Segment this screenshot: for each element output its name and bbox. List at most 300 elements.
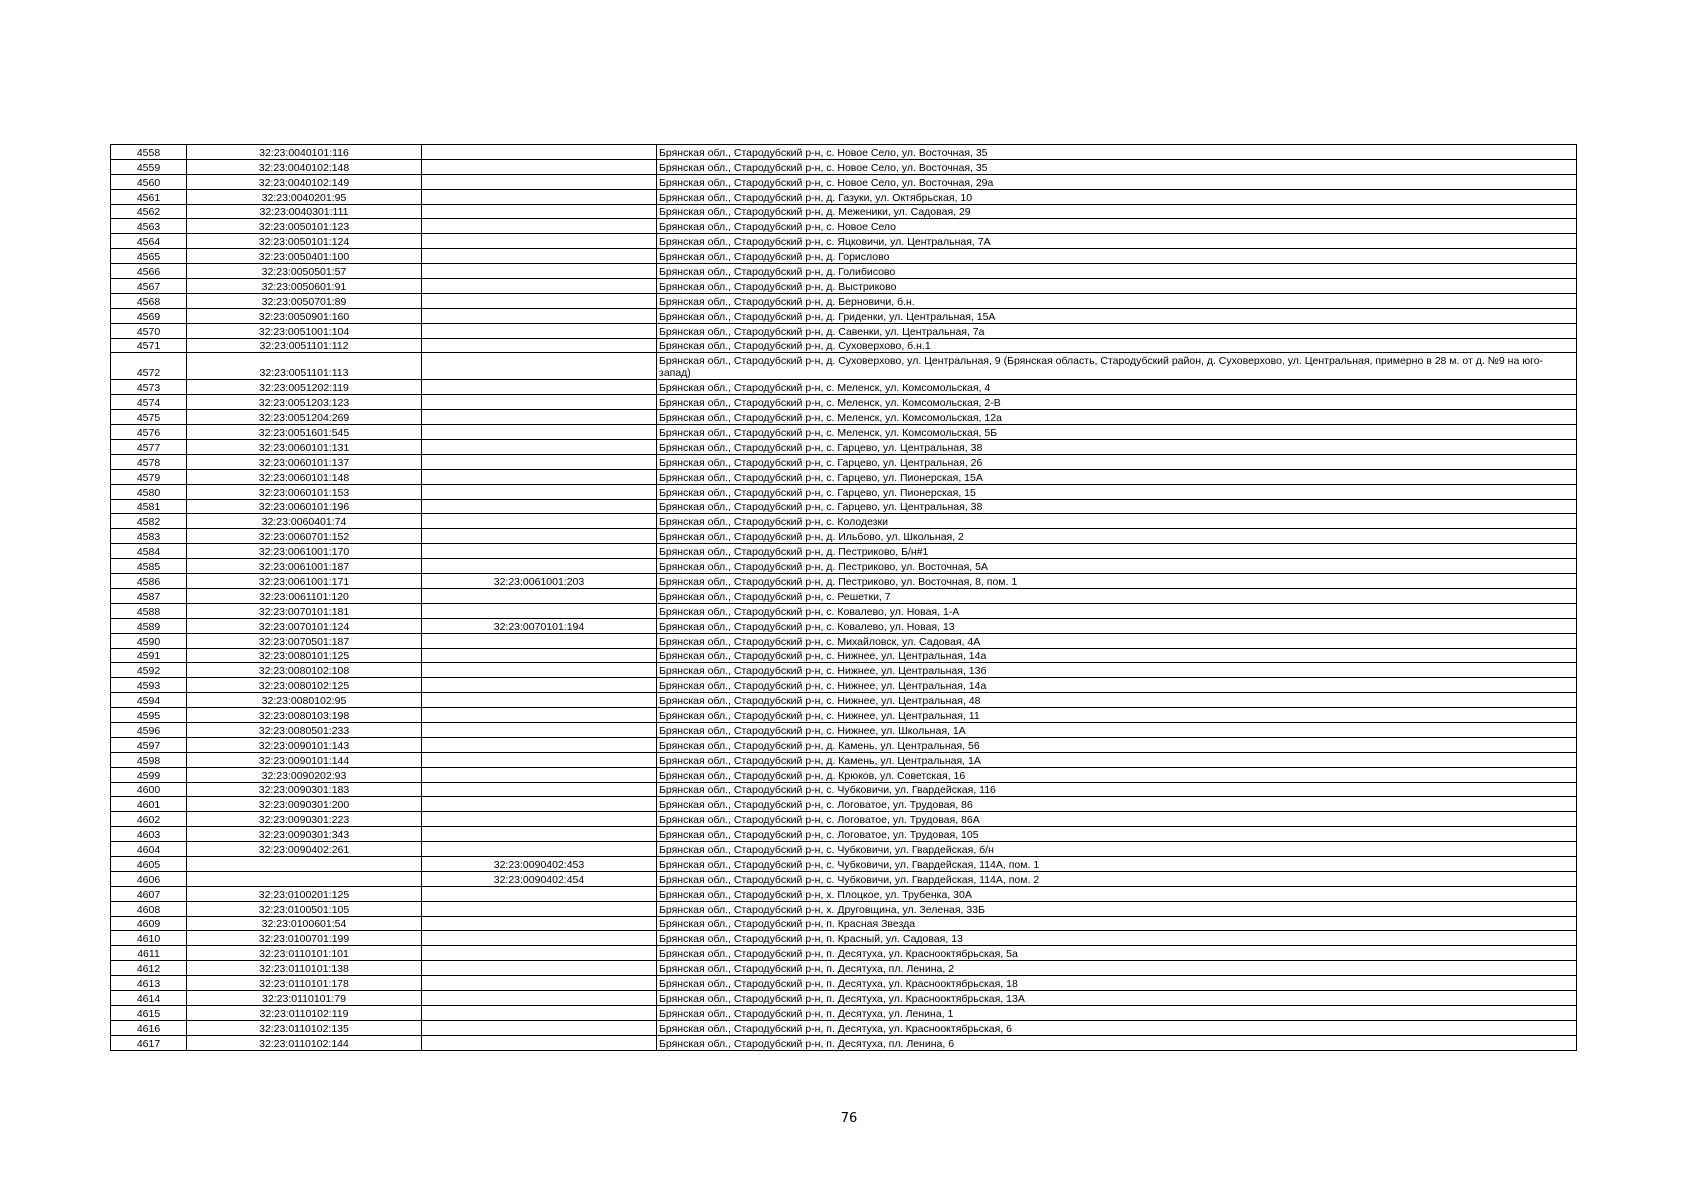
object-number-cell (422, 827, 657, 842)
cadastral-number-cell: 32:23:0061001:187 (187, 559, 422, 574)
address-cell: Брянская обл., Стародубский р-н, д. Савенки, ул. Центральная, 7а (657, 323, 1577, 338)
address-cell: Брянская обл., Стародубский р-н, с. Меленск, ул. Комсомольская, 4 (657, 380, 1577, 395)
address-cell: Брянская обл., Стародубский р-н, д. Суховерхово, ул. Центральная, 9 (Брянская область, Стародубский район, д. Суховерхово, ул. Центральная, примерно в 28 м. от д. №9 на юго-запад) (657, 353, 1577, 380)
address-cell: Брянская обл., Стародубский р-н, с. Чубковичи, ул. Гвардейская, 114А, пом. 2 (657, 871, 1577, 886)
row-number-cell: 4572 (111, 353, 187, 380)
address-cell: Брянская обл., Стародубский р-н, с. Чубковичи, ул. Гвардейская, 116 (657, 782, 1577, 797)
object-number-cell (422, 469, 657, 484)
object-number-cell (422, 752, 657, 767)
address-cell: Брянская обл., Стародубский р-н, с. Меленск, ул. Комсомольская, 2-В (657, 395, 1577, 410)
address-cell: Брянская обл., Стародубский р-н, д. Берновичи, б.н. (657, 293, 1577, 308)
row-number-cell: 4616 (111, 1020, 187, 1035)
cadastral-number-cell: 32:23:0040301:111 (187, 204, 422, 219)
table-row (111, 1020, 1577, 1035)
table-row (111, 856, 1577, 871)
cadastral-number-cell: 32:23:0051001:104 (187, 323, 422, 338)
object-number-cell (422, 976, 657, 991)
cadastral-number-cell: 32:23:0080102:108 (187, 663, 422, 678)
table-row (111, 410, 1577, 425)
object-number-cell (422, 946, 657, 961)
table-row (111, 204, 1577, 219)
row-number-cell: 4566 (111, 264, 187, 279)
table-row (111, 323, 1577, 338)
object-number-cell (422, 842, 657, 857)
table-row (111, 264, 1577, 279)
table-row (111, 380, 1577, 395)
table-row (111, 722, 1577, 737)
table-row (111, 931, 1577, 946)
object-number-cell (422, 812, 657, 827)
object-number-cell (422, 514, 657, 529)
table-row (111, 529, 1577, 544)
row-number-cell: 4573 (111, 380, 187, 395)
object-number-cell (422, 797, 657, 812)
address-cell: Брянская обл., Стародубский р-н, п. Десятуха, пл. Ленина, 2 (657, 961, 1577, 976)
cadastral-number-cell: 32:23:0060101:137 (187, 454, 422, 469)
cadastral-number-cell: 32:23:0040201:95 (187, 189, 422, 204)
address-cell: Брянская обл., Стародубский р-н, д. Ильбово, ул. Школьная, 2 (657, 529, 1577, 544)
table-row (111, 559, 1577, 574)
object-number-cell (422, 737, 657, 752)
object-number-cell (422, 174, 657, 189)
object-number-cell (422, 961, 657, 976)
table-row (111, 469, 1577, 484)
table-row (111, 976, 1577, 991)
cadastral-number-cell: 32:23:0110102:119 (187, 1005, 422, 1020)
table-row (111, 752, 1577, 767)
row-number-cell: 4558 (111, 145, 187, 160)
table-row (111, 145, 1577, 160)
cadastral-number-cell: 32:23:0051204:269 (187, 410, 422, 425)
object-number-cell (422, 1035, 657, 1050)
table-row (111, 842, 1577, 857)
table-row (111, 234, 1577, 249)
address-cell: Брянская обл., Стародубский р-н, с. Нижнее, ул. Центральная, 48 (657, 693, 1577, 708)
address-cell: Брянская обл., Стародубский р-н, д. Пестриково, ул. Восточная, 5А (657, 559, 1577, 574)
cadastral-number-cell: 32:23:0110101:79 (187, 990, 422, 1005)
object-number-cell (422, 454, 657, 469)
table-row (111, 249, 1577, 264)
table-row (111, 871, 1577, 886)
cadastral-number-cell: 32:23:0110101:101 (187, 946, 422, 961)
table-row (111, 1035, 1577, 1050)
cadastral-number-cell: 32:23:0090301:183 (187, 782, 422, 797)
object-number-cell (422, 380, 657, 395)
cadastral-number-cell: 32:23:0050101:123 (187, 219, 422, 234)
row-number-cell: 4601 (111, 797, 187, 812)
address-cell: Брянская обл., Стародубский р-н, с. Логоватое, ул. Трудовая, 86 (657, 797, 1577, 812)
object-number-cell (422, 189, 657, 204)
cadastral-number-cell (187, 856, 422, 871)
object-number-cell: 32:23:0061001:203 (422, 574, 657, 589)
address-cell: Брянская обл., Стародубский р-н, с. Нижнее, ул. Центральная, 13б (657, 663, 1577, 678)
object-number-cell (422, 293, 657, 308)
row-number-cell: 4582 (111, 514, 187, 529)
object-number-cell: 32:23:0090402:454 (422, 871, 657, 886)
row-number-cell: 4588 (111, 603, 187, 618)
object-number-cell (422, 648, 657, 663)
address-cell: Брянская обл., Стародубский р-н, с. Гарцево, ул. Центральная, 38 (657, 499, 1577, 514)
cadastral-number-cell: 32:23:0090301:200 (187, 797, 422, 812)
table-row (111, 588, 1577, 603)
cadastral-number-cell: 32:23:0100701:199 (187, 931, 422, 946)
table-row (111, 574, 1577, 589)
row-number-cell: 4559 (111, 159, 187, 174)
cadastral-number-cell: 32:23:0090101:143 (187, 737, 422, 752)
address-cell: Брянская обл., Стародубский р-н, д. Пестриково, Б/н#1 (657, 544, 1577, 559)
table-row (111, 440, 1577, 455)
cadastral-number-cell: 32:23:0090101:144 (187, 752, 422, 767)
cadastral-number-cell: 32:23:0061101:120 (187, 588, 422, 603)
cadastral-number-cell: 32:23:0061001:171 (187, 574, 422, 589)
table-row (111, 797, 1577, 812)
address-cell: Брянская обл., Стародубский р-н, х. Плоцкое, ул. Трубенка, 30А (657, 886, 1577, 901)
row-number-cell: 4608 (111, 901, 187, 916)
row-number-cell: 4584 (111, 544, 187, 559)
cadastral-number-cell: 32:23:0090402:261 (187, 842, 422, 857)
row-number-cell: 4600 (111, 782, 187, 797)
table-row (111, 946, 1577, 961)
row-number-cell: 4576 (111, 425, 187, 440)
row-number-cell: 4611 (111, 946, 187, 961)
row-number-cell: 4602 (111, 812, 187, 827)
cadastral-number-cell: 32:23:0060701:152 (187, 529, 422, 544)
row-number-cell: 4579 (111, 469, 187, 484)
row-number-cell: 4617 (111, 1035, 187, 1050)
row-number-cell: 4603 (111, 827, 187, 842)
row-number-cell: 4598 (111, 752, 187, 767)
object-number-cell (422, 219, 657, 234)
row-number-cell: 4577 (111, 440, 187, 455)
table-row (111, 693, 1577, 708)
object-number-cell: 32:23:0090402:453 (422, 856, 657, 871)
table-row (111, 961, 1577, 976)
address-cell: Брянская обл., Стародубский р-н, с. Чубковичи, ул. Гвардейская, 114А, пом. 1 (657, 856, 1577, 871)
row-number-cell: 4574 (111, 395, 187, 410)
cadastral-number-cell: 32:23:0070101:124 (187, 618, 422, 633)
table-row (111, 353, 1577, 380)
table-row (111, 279, 1577, 294)
row-number-cell: 4615 (111, 1005, 187, 1020)
cadastral-number-cell: 32:23:0051101:112 (187, 338, 422, 353)
cadastral-number-cell: 32:23:0090301:223 (187, 812, 422, 827)
cadastral-number-cell: 32:23:0080101:125 (187, 648, 422, 663)
object-number-cell (422, 159, 657, 174)
table-row (111, 886, 1577, 901)
table-row (111, 159, 1577, 174)
cadastral-number-cell: 32:23:0051101:113 (187, 353, 422, 380)
row-number-cell: 4563 (111, 219, 187, 234)
table-row (111, 618, 1577, 633)
row-number-cell: 4586 (111, 574, 187, 589)
row-number-cell: 4609 (111, 916, 187, 931)
object-number-cell (422, 559, 657, 574)
cadastral-number-cell: 32:23:0080103:198 (187, 708, 422, 723)
object-number-cell (422, 529, 657, 544)
cadastral-number-cell: 32:23:0061001:170 (187, 544, 422, 559)
address-cell: Брянская обл., Стародубский р-н, д. Горислово (657, 249, 1577, 264)
address-cell: Брянская обл., Стародубский р-н, д. Голибисово (657, 264, 1577, 279)
address-cell: Брянская обл., Стародубский р-н, п. Красный, ул. Садовая, 13 (657, 931, 1577, 946)
object-number-cell (422, 353, 657, 380)
cadastral-number-cell: 32:23:0070501:187 (187, 633, 422, 648)
table-row (111, 901, 1577, 916)
cadastral-number-cell: 32:23:0100501:105 (187, 901, 422, 916)
cadastral-number-cell: 32:23:0100201:125 (187, 886, 422, 901)
address-cell: Брянская обл., Стародубский р-н, х. Друговщина, ул. Зеленая, 33Б (657, 901, 1577, 916)
address-cell: Брянская обл., Стародубский р-н, с. Чубковичи, ул. Гвардейская, б/н (657, 842, 1577, 857)
row-number-cell: 4583 (111, 529, 187, 544)
object-number-cell (422, 440, 657, 455)
row-number-cell: 4581 (111, 499, 187, 514)
address-cell: Брянская обл., Стародубский р-н, с. Гарцево, ул. Пионерская, 15А (657, 469, 1577, 484)
row-number-cell: 4578 (111, 454, 187, 469)
row-number-cell: 4564 (111, 234, 187, 249)
object-number-cell (422, 901, 657, 916)
address-cell: Брянская обл., Стародубский р-н, с. Новое Село, ул. Восточная, 35 (657, 159, 1577, 174)
address-cell: Брянская обл., Стародубский р-н, п. Красная Звезда (657, 916, 1577, 931)
address-cell: Брянская обл., Стародубский р-н, п. Десятуха, ул. Краснооктябрьская, 5а (657, 946, 1577, 961)
cadastral-number-cell: 32:23:0110102:135 (187, 1020, 422, 1035)
address-cell: Брянская обл., Стародубский р-н, с. Михайловск, ул. Садовая, 4А (657, 633, 1577, 648)
object-number-cell: 32:23:0070101:194 (422, 618, 657, 633)
row-number-cell: 4587 (111, 588, 187, 603)
page-number: 76 (840, 1111, 858, 1126)
cadastral-number-cell: 32:23:0050401:100 (187, 249, 422, 264)
cadastral-number-cell: 32:23:0110102:144 (187, 1035, 422, 1050)
cadastral-number-cell: 32:23:0060101:153 (187, 484, 422, 499)
table-row (111, 603, 1577, 618)
object-number-cell (422, 603, 657, 618)
cadastral-number-cell: 32:23:0051202:119 (187, 380, 422, 395)
object-number-cell (422, 249, 657, 264)
table-row (111, 484, 1577, 499)
cadastral-number-cell: 32:23:0100601:54 (187, 916, 422, 931)
cadastral-number-cell: 32:23:0060101:148 (187, 469, 422, 484)
row-number-cell: 4596 (111, 722, 187, 737)
table-row (111, 174, 1577, 189)
table-row (111, 678, 1577, 693)
object-number-cell (422, 693, 657, 708)
cadastral-number-cell: 32:23:0050701:89 (187, 293, 422, 308)
row-number-cell: 4613 (111, 976, 187, 991)
address-cell: Брянская обл., Стародубский р-н, д. Камень, ул. Центральная, 56 (657, 737, 1577, 752)
address-cell: Брянская обл., Стародубский р-н, д. Камень, ул. Центральная, 1А (657, 752, 1577, 767)
table-row (111, 1005, 1577, 1020)
address-cell: Брянская обл., Стародубский р-н, д. Газуки, ул. Октябрьская, 10 (657, 189, 1577, 204)
object-number-cell (422, 767, 657, 782)
table-row (111, 293, 1577, 308)
cadastral-number-cell: 32:23:0051601:545 (187, 425, 422, 440)
row-number-cell: 4567 (111, 279, 187, 294)
address-cell: Брянская обл., Стародубский р-н, п. Десятуха, пл. Ленина, 6 (657, 1035, 1577, 1050)
object-number-cell (422, 633, 657, 648)
table-row (111, 648, 1577, 663)
row-number-cell: 4571 (111, 338, 187, 353)
table-row (111, 308, 1577, 323)
address-cell: Брянская обл., Стародубский р-н, с. Логоватое, ул. Трудовая, 105 (657, 827, 1577, 842)
table-row (111, 782, 1577, 797)
cadastral-number-cell: 32:23:0080501:233 (187, 722, 422, 737)
address-cell: Брянская обл., Стародубский р-н, с. Нижнее, ул. Центральная, 14а (657, 678, 1577, 693)
cadastral-number-cell: 32:23:0060101:196 (187, 499, 422, 514)
address-cell: Брянская обл., Стародубский р-н, с. Решетки, 7 (657, 588, 1577, 603)
row-number-cell: 4610 (111, 931, 187, 946)
row-number-cell: 4575 (111, 410, 187, 425)
address-cell: Брянская обл., Стародубский р-н, с. Новое Село, ул. Восточная, 29а (657, 174, 1577, 189)
address-cell: Брянская обл., Стародубский р-н, п. Десятуха, ул. Краснооктябрьская, 6 (657, 1020, 1577, 1035)
row-number-cell: 4570 (111, 323, 187, 338)
cadastral-number-cell: 32:23:0040102:148 (187, 159, 422, 174)
cadastral-number-cell: 32:23:0050101:124 (187, 234, 422, 249)
address-cell: Брянская обл., Стародубский р-н, с. Меленск, ул. Комсомольская, 5Б (657, 425, 1577, 440)
row-number-cell: 4604 (111, 842, 187, 857)
address-cell: Брянская обл., Стародубский р-н, д. Пестриково, ул. Восточная, 8, пом. 1 (657, 574, 1577, 589)
row-number-cell: 4569 (111, 308, 187, 323)
address-cell: Брянская обл., Стародубский р-н, с. Нижнее, ул. Центральная, 11 (657, 708, 1577, 723)
row-number-cell: 4593 (111, 678, 187, 693)
object-number-cell (422, 782, 657, 797)
row-number-cell: 4614 (111, 990, 187, 1005)
table-row (111, 916, 1577, 931)
cadastral-number-cell: 32:23:0080102:125 (187, 678, 422, 693)
table-row (111, 395, 1577, 410)
row-number-cell: 4599 (111, 767, 187, 782)
cadastral-number-cell: 32:23:0060401:74 (187, 514, 422, 529)
address-cell: Брянская обл., Стародубский р-н, с. Меленск, ул. Комсомольская, 12а (657, 410, 1577, 425)
object-number-cell (422, 663, 657, 678)
row-number-cell: 4591 (111, 648, 187, 663)
table-row (111, 544, 1577, 559)
row-number-cell: 4561 (111, 189, 187, 204)
object-number-cell (422, 544, 657, 559)
table-row (111, 425, 1577, 440)
table-row (111, 454, 1577, 469)
cadastral-table (110, 144, 1577, 1051)
address-cell: Брянская обл., Стародубский р-н, с. Гарцево, ул. Пионерская, 15 (657, 484, 1577, 499)
row-number-cell: 4565 (111, 249, 187, 264)
address-cell: Брянская обл., Стародубский р-н, д. Гриденки, ул. Центральная, 15А (657, 308, 1577, 323)
address-cell: Брянская обл., Стародубский р-н, д. Выстриково (657, 279, 1577, 294)
object-number-cell (422, 678, 657, 693)
row-number-cell: 4595 (111, 708, 187, 723)
address-cell: Брянская обл., Стародубский р-н, с. Нижнее, ул. Школьная, 1А (657, 722, 1577, 737)
row-number-cell: 4612 (111, 961, 187, 976)
cadastral-number-cell: 32:23:0050601:91 (187, 279, 422, 294)
row-number-cell: 4607 (111, 886, 187, 901)
row-number-cell: 4560 (111, 174, 187, 189)
object-number-cell (422, 499, 657, 514)
table-row (111, 990, 1577, 1005)
cadastral-number-cell: 32:23:0040102:149 (187, 174, 422, 189)
object-number-cell (422, 425, 657, 440)
object-number-cell (422, 234, 657, 249)
table-row (111, 189, 1577, 204)
cadastral-number-cell: 32:23:0040101:116 (187, 145, 422, 160)
cadastral-number-cell: 32:23:0110101:178 (187, 976, 422, 991)
address-cell: Брянская обл., Стародубский р-н, с. Колодезки (657, 514, 1577, 529)
object-number-cell (422, 308, 657, 323)
object-number-cell (422, 886, 657, 901)
object-number-cell (422, 990, 657, 1005)
row-number-cell: 4590 (111, 633, 187, 648)
row-number-cell: 4605 (111, 856, 187, 871)
object-number-cell (422, 145, 657, 160)
row-number-cell: 4597 (111, 737, 187, 752)
cadastral-number-cell: 32:23:0050501:57 (187, 264, 422, 279)
table-body (111, 145, 1577, 1051)
row-number-cell: 4580 (111, 484, 187, 499)
address-cell: Брянская обл., Стародубский р-н, с. Новое Село, ул. Восточная, 35 (657, 145, 1577, 160)
object-number-cell (422, 484, 657, 499)
object-number-cell (422, 410, 657, 425)
address-cell: Брянская обл., Стародубский р-н, с. Ковалево, ул. Новая, 13 (657, 618, 1577, 633)
object-number-cell (422, 323, 657, 338)
address-cell: Брянская обл., Стародубский р-н, с. Нижнее, ул. Центральная, 14а (657, 648, 1577, 663)
cadastral-number-cell: 32:23:0090301:343 (187, 827, 422, 842)
address-cell: Брянская обл., Стародубский р-н, п. Десятуха, ул. Краснооктябрьская, 18 (657, 976, 1577, 991)
object-number-cell (422, 708, 657, 723)
cadastral-number-cell: 32:23:0070101:181 (187, 603, 422, 618)
row-number-cell: 4592 (111, 663, 187, 678)
object-number-cell (422, 264, 657, 279)
row-number-cell: 4589 (111, 618, 187, 633)
table-row (111, 514, 1577, 529)
cadastral-number-cell (187, 871, 422, 886)
object-number-cell (422, 931, 657, 946)
address-cell: Брянская обл., Стародубский р-н, д. Меженики, ул. Садовая, 29 (657, 204, 1577, 219)
table-row (111, 827, 1577, 842)
object-number-cell (422, 916, 657, 931)
table-row (111, 499, 1577, 514)
address-cell: Брянская обл., Стародубский р-н, с. Гарцево, ул. Центральная, 26 (657, 454, 1577, 469)
address-cell: Брянская обл., Стародубский р-н, с. Ковалево, ул. Новая, 1-А (657, 603, 1577, 618)
address-cell: Брянская обл., Стародубский р-н, д. Крюков, ул. Советская, 16 (657, 767, 1577, 782)
table-row (111, 737, 1577, 752)
object-number-cell (422, 395, 657, 410)
table-row (111, 219, 1577, 234)
row-number-cell: 4606 (111, 871, 187, 886)
cadastral-number-cell: 32:23:0080102:95 (187, 693, 422, 708)
cadastral-number-cell: 32:23:0050901:160 (187, 308, 422, 323)
row-number-cell: 4568 (111, 293, 187, 308)
object-number-cell (422, 338, 657, 353)
object-number-cell (422, 588, 657, 603)
table-row (111, 633, 1577, 648)
address-cell: Брянская обл., Стародубский р-н, с. Гарцево, ул. Центральная, 38 (657, 440, 1577, 455)
address-cell: Брянская обл., Стародубский р-н, п. Десятуха, ул. Ленина, 1 (657, 1005, 1577, 1020)
address-cell: Брянская обл., Стародубский р-н, с. Новое Село (657, 219, 1577, 234)
object-number-cell (422, 1020, 657, 1035)
table-row (111, 663, 1577, 678)
row-number-cell: 4585 (111, 559, 187, 574)
table-row (111, 812, 1577, 827)
cadastral-number-cell: 32:23:0051203:123 (187, 395, 422, 410)
address-cell: Брянская обл., Стародубский р-н, с. Яцковичи, ул. Центральная, 7А (657, 234, 1577, 249)
table-row (111, 767, 1577, 782)
cadastral-number-cell: 32:23:0090202:93 (187, 767, 422, 782)
row-number-cell: 4562 (111, 204, 187, 219)
object-number-cell (422, 279, 657, 294)
object-number-cell (422, 1005, 657, 1020)
cadastral-number-cell: 32:23:0060101:131 (187, 440, 422, 455)
object-number-cell (422, 722, 657, 737)
row-number-cell: 4594 (111, 693, 187, 708)
table-row (111, 708, 1577, 723)
table-row (111, 338, 1577, 353)
address-cell: Брянская обл., Стародубский р-н, с. Логоватое, ул. Трудовая, 86А (657, 812, 1577, 827)
object-number-cell (422, 204, 657, 219)
